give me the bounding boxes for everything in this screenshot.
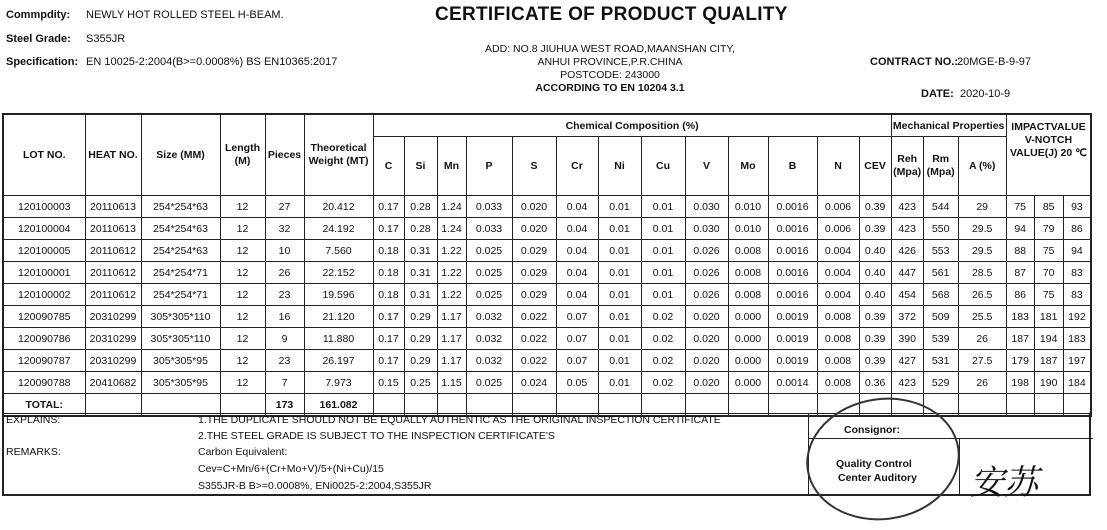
- table-cell: 0.0016: [768, 196, 817, 218]
- table-cell: 254*254*71: [141, 284, 220, 306]
- table-cell: 1.22: [437, 284, 466, 306]
- table-cell: 29: [958, 196, 1006, 218]
- table-cell: 0.032: [466, 328, 512, 350]
- header-chem-b: B: [768, 137, 817, 196]
- table-cell: 20310299: [85, 350, 141, 372]
- table-cell: 0.39: [859, 218, 891, 240]
- table-row: [3, 218, 1091, 240]
- table-cell: 0.008: [817, 372, 859, 394]
- contract-label: CONTRACT NO.:: [870, 56, 958, 68]
- table-cell: 21.120: [304, 306, 373, 328]
- table-cell: 0.022: [512, 328, 556, 350]
- table-cell: 187: [1034, 350, 1063, 372]
- table-cell: 120100005: [3, 240, 85, 262]
- header-chem-cev: CEV: [859, 137, 891, 196]
- table-cell: 0.01: [598, 372, 641, 394]
- table-cell: 0.029: [512, 262, 556, 284]
- signature: 安苏: [970, 463, 1038, 503]
- spec-label: Specification:: [6, 56, 79, 68]
- table-cell: 0.029: [512, 240, 556, 262]
- table-cell: 0.40: [859, 262, 891, 284]
- table-cell: 0.025: [466, 284, 512, 306]
- table-cell: 0.29: [404, 328, 437, 350]
- table-cell: 0.36: [859, 372, 891, 394]
- address-line: POSTCODE: 243000: [560, 69, 660, 81]
- table-cell: 305*305*95: [141, 350, 220, 372]
- table-cell: 0.01: [598, 328, 641, 350]
- table-cell: 11.880: [304, 328, 373, 350]
- table-cell: 0.07: [556, 350, 598, 372]
- table-cell: 0.030: [685, 196, 728, 218]
- table-cell: 1.22: [437, 262, 466, 284]
- table-cell: 0.000: [728, 372, 768, 394]
- commodity-label: Commpdity:: [6, 9, 71, 21]
- table-cell: 12: [220, 262, 265, 284]
- table-cell: 20110613: [85, 218, 141, 240]
- header-chem-v: V: [685, 137, 728, 196]
- remarks-label: REMARKS:: [6, 446, 61, 458]
- table-cell: 20110612: [85, 240, 141, 262]
- table-cell: 0.006: [817, 196, 859, 218]
- table-cell: 1.17: [437, 306, 466, 328]
- table-cell: 0.04: [556, 262, 598, 284]
- table-cell: 454: [891, 284, 923, 306]
- table-cell: 0.020: [512, 218, 556, 240]
- table-cell: 0.02: [641, 306, 685, 328]
- table-cell: 0.004: [817, 284, 859, 306]
- table-cell: 0.032: [466, 350, 512, 372]
- table-cell: 426: [891, 240, 923, 262]
- table-cell: 26.5: [958, 284, 1006, 306]
- table-cell: 0.17: [373, 196, 404, 218]
- table-cell: 568: [923, 284, 958, 306]
- table-cell: 27.5: [958, 350, 1006, 372]
- table-cell: 12: [220, 284, 265, 306]
- table-cell: 0.025: [466, 262, 512, 284]
- table-cell: 198: [1006, 372, 1034, 394]
- table-cell: 20310299: [85, 328, 141, 350]
- table-cell: 372: [891, 306, 923, 328]
- table-cell: 0.026: [685, 262, 728, 284]
- table-cell: 1.24: [437, 196, 466, 218]
- table-cell: 75: [1006, 196, 1034, 218]
- table-cell: 1.22: [437, 240, 466, 262]
- table-cell: 0.04: [556, 196, 598, 218]
- table-cell: 0.0016: [768, 240, 817, 262]
- table-cell: 0.29: [404, 350, 437, 372]
- table-row: [3, 306, 1091, 328]
- table-cell: 0.18: [373, 284, 404, 306]
- table-cell: 23: [265, 350, 304, 372]
- table-cell: 181: [1034, 306, 1063, 328]
- header-mech-2: A (%): [958, 137, 1006, 196]
- table-cell: 120090788: [3, 372, 85, 394]
- table-cell: 83: [1063, 262, 1091, 284]
- table-cell: 184: [1063, 372, 1091, 394]
- table-cell: 0.02: [641, 328, 685, 350]
- center-auditory-label: Center Auditory: [838, 472, 917, 484]
- table-cell: 0.006: [817, 218, 859, 240]
- table-cell: 29.5: [958, 218, 1006, 240]
- header-weight: Theoretical Weight (MT): [304, 114, 373, 196]
- table-cell: 0.0019: [768, 350, 817, 372]
- table-cell: 83: [1063, 284, 1091, 306]
- table-cell: 0.0019: [768, 328, 817, 350]
- total-weight: 161.082: [304, 394, 373, 417]
- table-cell: 120100003: [3, 196, 85, 218]
- table-cell: 0.022: [512, 350, 556, 372]
- table-cell: 0.008: [817, 328, 859, 350]
- header-chem-mn: Mn: [437, 137, 466, 196]
- table-cell: 20410682: [85, 372, 141, 394]
- table-cell: 26: [958, 372, 1006, 394]
- header-chem-mo: Mo: [728, 137, 768, 196]
- table-cell: 85: [1034, 196, 1063, 218]
- table-cell: 9: [265, 328, 304, 350]
- date-label: DATE:: [921, 88, 954, 100]
- commodity-value: NEWLY HOT ROLLED STEEL H-BEAM.: [86, 9, 284, 21]
- table-cell: 0.008: [817, 306, 859, 328]
- table-cell: 0.07: [556, 306, 598, 328]
- table-cell: 305*305*110: [141, 328, 220, 350]
- header-length: Length (M): [220, 114, 265, 196]
- table-row: [3, 350, 1091, 372]
- address-line: ADD: NO.8 JIUHUA WEST ROAD,MAANSHAN CITY,: [485, 43, 735, 55]
- header-chem-n: N: [817, 137, 859, 196]
- table-cell: 24.192: [304, 218, 373, 240]
- table-cell: 0.02: [641, 350, 685, 372]
- table-cell: 0.18: [373, 240, 404, 262]
- table-cell: 1.15: [437, 372, 466, 394]
- table-cell: 0.17: [373, 350, 404, 372]
- table-cell: 79: [1034, 218, 1063, 240]
- table-cell: 254*254*63: [141, 196, 220, 218]
- according-standard: ACCORDING TO EN 10204 3.1: [535, 82, 685, 94]
- table-cell: 0.010: [728, 196, 768, 218]
- header-lot-no: LOT NO.: [3, 114, 85, 196]
- table-cell: 0.04: [556, 218, 598, 240]
- table-cell: 0.030: [685, 218, 728, 240]
- table-cell: 0.008: [817, 350, 859, 372]
- table-cell: 529: [923, 372, 958, 394]
- table-cell: 20.412: [304, 196, 373, 218]
- table-cell: 254*254*63: [141, 240, 220, 262]
- table-cell: 0.01: [641, 262, 685, 284]
- total-label: TOTAL:: [3, 394, 85, 417]
- table-cell: 427: [891, 350, 923, 372]
- table-cell: 12: [220, 306, 265, 328]
- table-cell: 0.28: [404, 196, 437, 218]
- table-cell: 0.032: [466, 306, 512, 328]
- header-chem-ni: Ni: [598, 137, 641, 196]
- table-cell: 120090785: [3, 306, 85, 328]
- table-cell: 0.17: [373, 306, 404, 328]
- table-cell: 0.17: [373, 328, 404, 350]
- table-cell: 0.026: [685, 240, 728, 262]
- table-cell: 423: [891, 196, 923, 218]
- table-cell: 0.29: [404, 306, 437, 328]
- table-cell: 94: [1006, 218, 1034, 240]
- table-cell: 20110612: [85, 284, 141, 306]
- table-cell: 7.560: [304, 240, 373, 262]
- table-cell: 0.28: [404, 218, 437, 240]
- table-cell: 0.000: [728, 350, 768, 372]
- remark-line: S355JR-B B>=0.0008%, ENi0025-2:2004,S355JR: [198, 480, 432, 492]
- total-pieces: 173: [265, 394, 304, 417]
- table-cell: 0.000: [728, 306, 768, 328]
- table-cell: 305*305*110: [141, 306, 220, 328]
- table-cell: 0.01: [598, 240, 641, 262]
- table-cell: 423: [891, 372, 923, 394]
- table-cell: 192: [1063, 306, 1091, 328]
- consignor-label: Consignor:: [844, 424, 900, 436]
- grade-label: Steel Grade:: [6, 33, 71, 45]
- table-cell: 0.25: [404, 372, 437, 394]
- table-cell: 0.020: [685, 350, 728, 372]
- table-cell: 254*254*63: [141, 218, 220, 240]
- table-cell: 26.197: [304, 350, 373, 372]
- table-cell: 0.01: [641, 240, 685, 262]
- table-cell: 0.008: [728, 262, 768, 284]
- table-cell: 0.0016: [768, 218, 817, 240]
- header-chem-cu: Cu: [641, 137, 685, 196]
- table-cell: 0.020: [685, 306, 728, 328]
- table-cell: 0.39: [859, 328, 891, 350]
- table-cell: 12: [220, 218, 265, 240]
- table-cell: 0.000: [728, 328, 768, 350]
- table-cell: 10: [265, 240, 304, 262]
- table-cell: 94: [1063, 240, 1091, 262]
- table-cell: 0.029: [512, 284, 556, 306]
- table-cell: 0.033: [466, 196, 512, 218]
- table-cell: 0.40: [859, 240, 891, 262]
- table-cell: 0.0016: [768, 284, 817, 306]
- address-line: ANHUI PROVINCE,P.R.CHINA: [537, 56, 683, 68]
- header-pieces: Pieces: [265, 114, 304, 196]
- table-cell: 23: [265, 284, 304, 306]
- table-cell: 539: [923, 328, 958, 350]
- table-cell: 550: [923, 218, 958, 240]
- table-cell: 0.01: [598, 284, 641, 306]
- table-cell: 0.0016: [768, 262, 817, 284]
- table-cell: 86: [1006, 284, 1034, 306]
- table-cell: 12: [220, 196, 265, 218]
- table-cell: 254*254*71: [141, 262, 220, 284]
- table-cell: 27: [265, 196, 304, 218]
- table-cell: 0.020: [685, 328, 728, 350]
- table-cell: 0.07: [556, 328, 598, 350]
- table-cell: 0.15: [373, 372, 404, 394]
- explain-line: 2.THE STEEL GRADE IS SUBJECT TO THE INSPECTION CERTIFICATE'S: [198, 430, 555, 442]
- table-cell: 0.39: [859, 196, 891, 218]
- table-cell: 0.026: [685, 284, 728, 306]
- table-cell: 0.004: [817, 262, 859, 284]
- header-mech-0: Reh (Mpa): [891, 137, 923, 196]
- header-chemical-composition: Chemical Composition (%): [373, 114, 891, 137]
- table-cell: 7: [265, 372, 304, 394]
- table-cell: 187: [1006, 328, 1034, 350]
- table-cell: 423: [891, 218, 923, 240]
- table-cell: 7.973: [304, 372, 373, 394]
- table-cell: 0.01: [641, 284, 685, 306]
- date-value: 2020-10-9: [960, 88, 1011, 100]
- table-cell: 0.31: [404, 262, 437, 284]
- table-cell: 0.18: [373, 262, 404, 284]
- table-row: [3, 328, 1091, 350]
- table-row: [3, 262, 1091, 284]
- table-cell: 87: [1006, 262, 1034, 284]
- table-cell: 120090786: [3, 328, 85, 350]
- table-cell: 179: [1006, 350, 1034, 372]
- table-cell: 0.01: [598, 306, 641, 328]
- table-cell: 531: [923, 350, 958, 372]
- table-cell: 26: [265, 262, 304, 284]
- table-cell: 0.025: [466, 372, 512, 394]
- table-cell: 0.008: [728, 284, 768, 306]
- explain-line: 1.THE DUPLICATE SHOULD NOT BE EQUALLY AUTHENTIC AS THE ORIGINAL INSPECTION CERTIFICATE: [198, 414, 721, 426]
- table-cell: 20310299: [85, 306, 141, 328]
- table-cell: 0.02: [641, 372, 685, 394]
- table-cell: 25.5: [958, 306, 1006, 328]
- table-cell: 197: [1063, 350, 1091, 372]
- table-cell: 75: [1034, 284, 1063, 306]
- table-cell: 28.5: [958, 262, 1006, 284]
- table-cell: 0.022: [512, 306, 556, 328]
- table-cell: 32: [265, 218, 304, 240]
- table-cell: 0.17: [373, 218, 404, 240]
- explains-label: EXPLAINS:: [6, 414, 61, 426]
- table-cell: 0.004: [817, 240, 859, 262]
- table-row: [3, 284, 1091, 306]
- table-cell: 544: [923, 196, 958, 218]
- table-cell: 20110612: [85, 262, 141, 284]
- header-chem-s: S: [512, 137, 556, 196]
- table-cell: 120100004: [3, 218, 85, 240]
- quality-control-label: Quality Control: [836, 458, 912, 470]
- table-cell: 0.01: [598, 262, 641, 284]
- table-row: [3, 240, 1091, 262]
- certificate-title: CERTIFICATE OF PRODUCT QUALITY: [435, 4, 788, 25]
- table-cell: 120090787: [3, 350, 85, 372]
- table-cell: 0.01: [598, 218, 641, 240]
- grade-value: S355JR: [86, 33, 126, 45]
- table-row: [3, 372, 1091, 394]
- table-cell: 22.152: [304, 262, 373, 284]
- table-cell: 194: [1034, 328, 1063, 350]
- table-cell: 0.024: [512, 372, 556, 394]
- header-chem-cr: Cr: [556, 137, 598, 196]
- table-cell: 0.31: [404, 284, 437, 306]
- table-cell: 12: [220, 328, 265, 350]
- table-cell: 16: [265, 306, 304, 328]
- table-cell: 0.010: [728, 218, 768, 240]
- table-cell: 183: [1063, 328, 1091, 350]
- remark-line: Carbon Equivalent:: [198, 446, 288, 458]
- table-cell: 0.020: [512, 196, 556, 218]
- table-cell: 88: [1006, 240, 1034, 262]
- table-cell: 75: [1034, 240, 1063, 262]
- table-cell: 12: [220, 240, 265, 262]
- table-cell: 390: [891, 328, 923, 350]
- table-cell: 0.05: [556, 372, 598, 394]
- table-cell: 561: [923, 262, 958, 284]
- remark-line: Cev=C+Mn/6+(Cr+Mo+V)/5+(Ni+Cu)/15: [198, 463, 384, 475]
- quality-table: [2, 113, 1092, 417]
- header-impact-value: IMPACTVALUE V-NOTCH VALUE(J) 20 ℃: [1006, 114, 1091, 196]
- table-cell: 0.01: [641, 218, 685, 240]
- table-cell: 0.025: [466, 240, 512, 262]
- header-mech-1: Rm (Mpa): [923, 137, 958, 196]
- table-cell: 1.17: [437, 328, 466, 350]
- table-cell: 0.01: [641, 196, 685, 218]
- header-chem-p: P: [466, 137, 512, 196]
- table-cell: 0.0019: [768, 306, 817, 328]
- header-chem-si: Si: [404, 137, 437, 196]
- table-cell: 0.01: [598, 350, 641, 372]
- table-cell: 12: [220, 372, 265, 394]
- table-cell: 0.04: [556, 284, 598, 306]
- table-cell: 86: [1063, 218, 1091, 240]
- table-cell: 1.17: [437, 350, 466, 372]
- header-mechanical-properties: Mechanical Properties: [891, 114, 1006, 137]
- table-cell: 0.033: [466, 218, 512, 240]
- table-cell: 509: [923, 306, 958, 328]
- table-cell: 0.0014: [768, 372, 817, 394]
- table-cell: 0.39: [859, 350, 891, 372]
- header-size: Size (MM): [141, 114, 220, 196]
- table-cell: 1.24: [437, 218, 466, 240]
- table-cell: 0.04: [556, 240, 598, 262]
- table-cell: 120100001: [3, 262, 85, 284]
- table-cell: 447: [891, 262, 923, 284]
- table-cell: 0.020: [685, 372, 728, 394]
- header-heat-no: HEAT NO.: [85, 114, 141, 196]
- table-cell: 120100002: [3, 284, 85, 306]
- table-cell: 305*305*95: [141, 372, 220, 394]
- table-cell: 0.008: [728, 240, 768, 262]
- spec-value: EN 10025-2:2004(B>=0.0008%) BS EN10365:2017: [86, 56, 338, 68]
- table-row: [3, 196, 1091, 218]
- table-cell: 20110613: [85, 196, 141, 218]
- table-cell: 70: [1034, 262, 1063, 284]
- table-cell: 0.31: [404, 240, 437, 262]
- header-chem-c: C: [373, 137, 404, 196]
- table-cell: 0.40: [859, 284, 891, 306]
- table-cell: 29.5: [958, 240, 1006, 262]
- contract-value: 20MGE-B-9-97: [957, 56, 1031, 68]
- table-cell: 12: [220, 350, 265, 372]
- table-cell: 0.39: [859, 306, 891, 328]
- table-cell: 93: [1063, 196, 1091, 218]
- table-cell: 190: [1034, 372, 1063, 394]
- table-cell: 553: [923, 240, 958, 262]
- table-cell: 0.01: [598, 196, 641, 218]
- table-cell: 183: [1006, 306, 1034, 328]
- table-cell: 19.596: [304, 284, 373, 306]
- table-cell: 26: [958, 328, 1006, 350]
